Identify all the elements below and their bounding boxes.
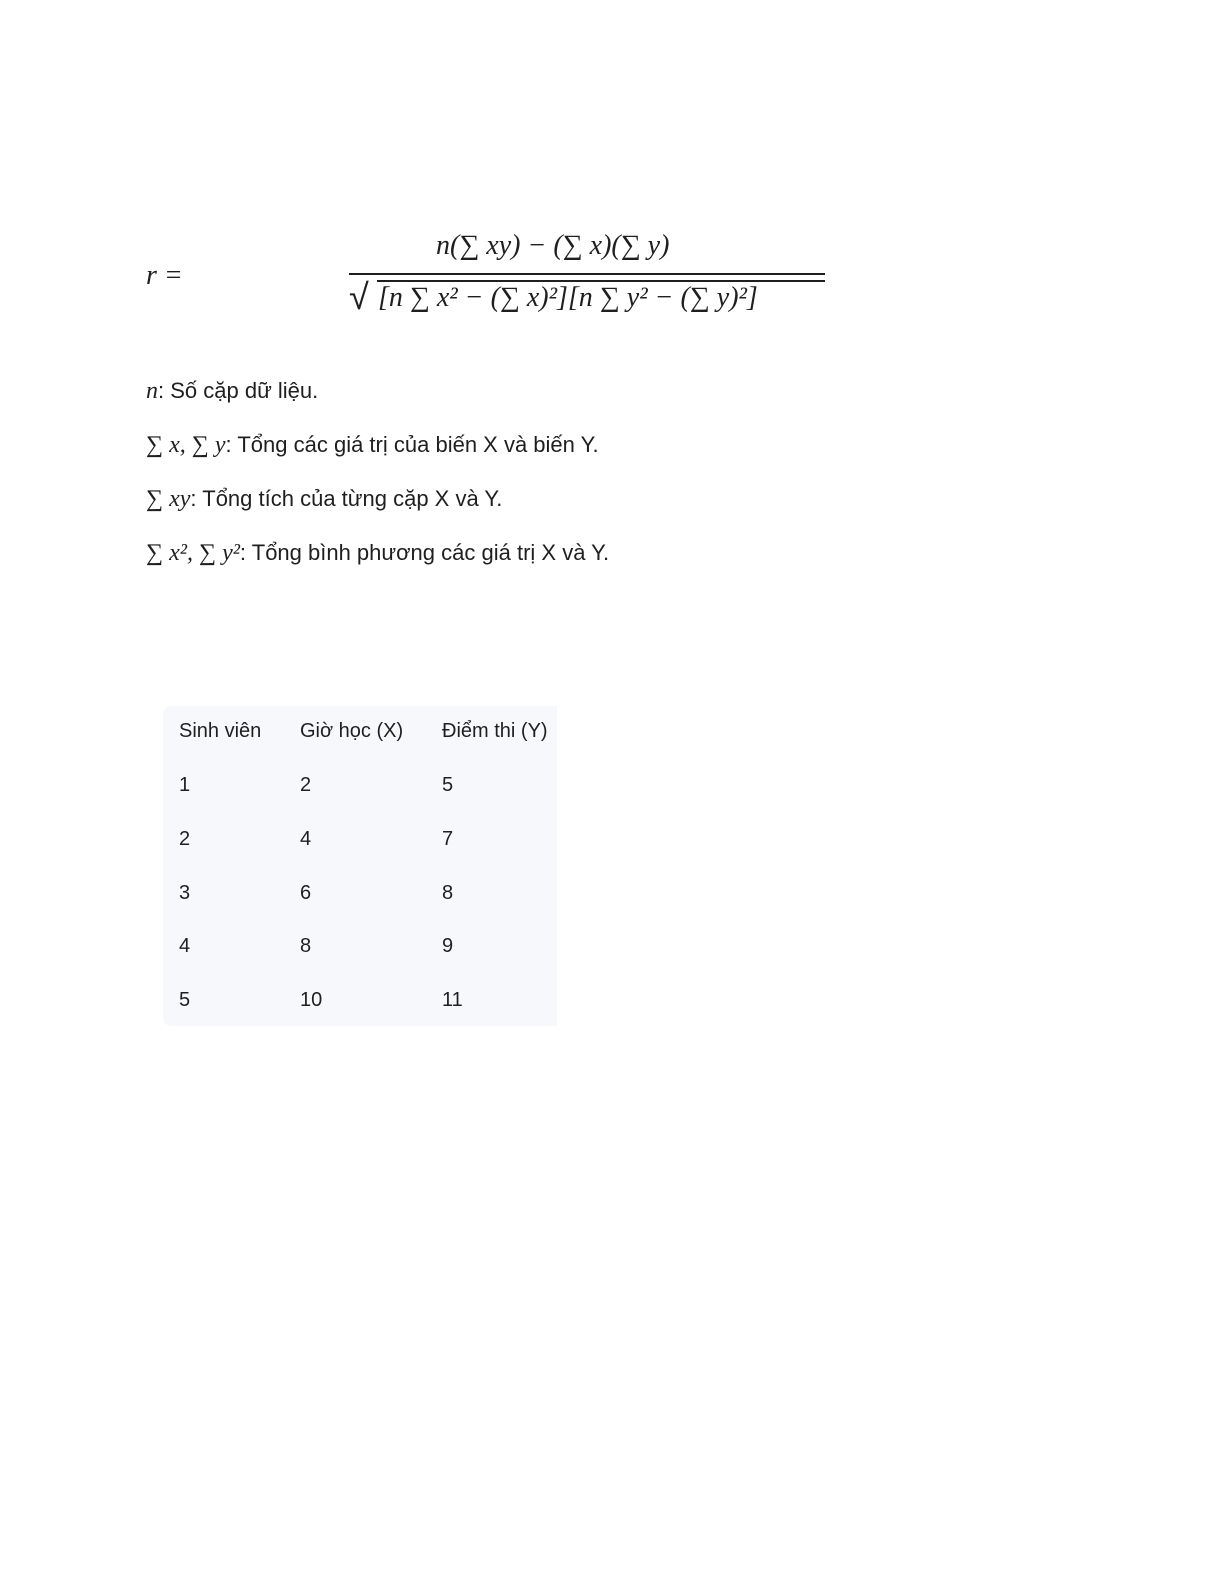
table-cell: 9 <box>442 935 454 957</box>
formula-denominator: [n ∑ x² − (∑ x)²][n ∑ y² − (∑ y)²] <box>378 282 758 313</box>
sqrt-icon: √ <box>349 276 369 317</box>
table-cell: 5 <box>442 774 454 796</box>
data-table <box>163 706 557 1026</box>
table-cell: 3 <box>179 882 191 904</box>
table-cell: 6 <box>300 882 312 904</box>
definition-text: : Tổng các giá trị của biến X và biến Y. <box>225 432 599 457</box>
definition-sum-squares <box>146 540 609 567</box>
table-cell: 2 <box>179 828 191 850</box>
table-cell: 8 <box>300 935 312 957</box>
definition-text: : Tổng tích của từng cặp X và Y. <box>190 486 503 511</box>
definition-text: : Tổng bình phương các giá trị X và Y. <box>239 540 610 565</box>
table-cell: 1 <box>179 774 191 796</box>
definition-symbol: n <box>146 378 158 404</box>
definition-sum-x-y <box>146 432 599 459</box>
fraction-bar <box>349 273 825 275</box>
table-cell: 7 <box>442 828 454 850</box>
definition-text: : Số cặp dữ liệu. <box>158 378 319 403</box>
table-cell: 8 <box>442 882 454 904</box>
definition-symbol: ∑ xy <box>146 486 191 512</box>
pearson-formula <box>146 230 758 320</box>
definition-symbol: ∑ x, ∑ y <box>146 432 226 458</box>
table-cell: 5 <box>179 989 191 1011</box>
definition-sum-xy <box>146 486 502 513</box>
table-header-student: Sinh viên <box>179 720 262 742</box>
table-header-hours: Giờ học (X) <box>300 720 404 742</box>
table-cell: 11 <box>442 989 463 1011</box>
table-header-score: Điểm thi (Y) <box>442 720 548 742</box>
formula-numerator: n(∑ xy) − (∑ x)(∑ y) <box>436 230 670 261</box>
definition-symbol: ∑ x², ∑ y² <box>146 540 240 566</box>
table-cell: 10 <box>300 989 323 1011</box>
table-cell: 2 <box>300 774 312 796</box>
formula-lhs: r = <box>146 260 183 291</box>
table-cell: 4 <box>179 935 191 957</box>
table-cell: 4 <box>300 828 312 850</box>
definition-n <box>146 378 318 405</box>
